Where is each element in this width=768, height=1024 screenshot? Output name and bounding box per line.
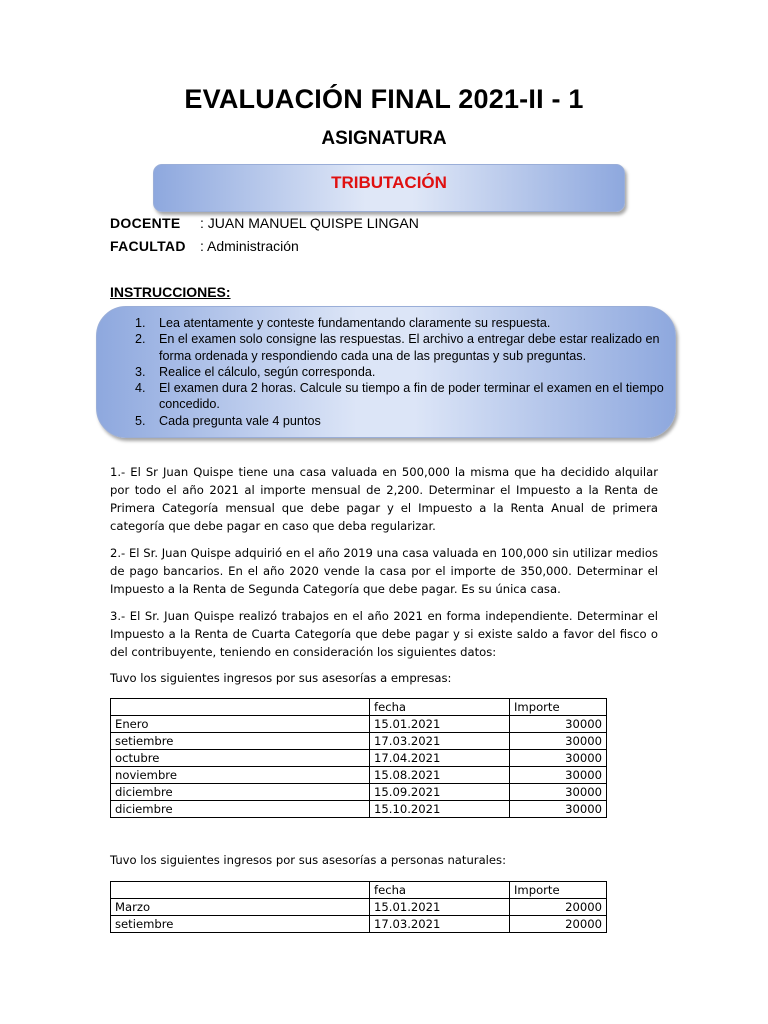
- table-empresas: [110, 698, 607, 818]
- question-3: 3.- El Sr. Juan Quispe realizó trabajos en el año 2021 en forma independiente. Determinar el Impuesto a la Renta de Cuarta Categoría que debe pagar y si existe saldo a favor del fisco o del contribuyente, teniendo en consideración los siguientes datos:: [110, 609, 658, 659]
- instruction-item: [135, 364, 665, 380]
- exam-title: EVALUACIÓN FINAL 2021-II - 1: [184, 84, 584, 114]
- date-cell: 15.08.2021: [370, 767, 510, 784]
- instruction-number: 4.: [135, 381, 146, 396]
- facultad-label: FACULTAD: [110, 238, 186, 254]
- instruction-text: El examen dura 2 horas. Calcule su tiempo a fin de poder terminar el examen en el tiempo concedido.: [159, 381, 664, 412]
- date-cell: 15.01.2021: [370, 716, 510, 733]
- instruction-item: [135, 413, 665, 429]
- amount-cell: 30000: [510, 716, 607, 733]
- amount-cell: 30000: [510, 750, 607, 767]
- header-cell: [111, 699, 370, 716]
- question-2: 2.- El Sr. Juan Quispe adquirió en el año 2019 una casa valuada en 100,000 sin utilizar medios de pago bancarios. En el año 2020 vende la casa por el importe de 350,000. Determinar el Impuesto a la Renta de Segunda Categoría que debe pagar. Es su única casa.: [110, 546, 658, 596]
- amount-cell: 30000: [510, 784, 607, 801]
- table-row: [111, 784, 607, 801]
- instruction-text: Lea atentamente y conteste fundamentando claramente su respuesta.: [159, 316, 551, 330]
- amount-cell: 30000: [510, 767, 607, 784]
- table-row: [111, 733, 607, 750]
- month-cell: setiembre: [111, 733, 370, 750]
- subject-banner: [153, 164, 625, 212]
- table-header-row: [111, 699, 607, 716]
- amount-cell: 20000: [510, 916, 607, 933]
- instruction-text: En el examen solo consigne las respuestas. El archivo a entregar debe estar realizado en forma ordenada y respondiendo cada una de las preguntas y sub preguntas.: [159, 332, 660, 363]
- month-cell: setiembre: [111, 916, 370, 933]
- question-1: 1.- El Sr Juan Quispe tiene una casa valuada en 500,000 la misma que ha decidido alquilar por todo el año 2021 al importe mensual de 2,200. Determinar el Impuesto a la Renta de Primera Categoría mensual que debe pagar y el Impuesto a la Renta Anual de primera categoría que debe pagar en caso que deba regularizar.: [110, 465, 658, 533]
- instruction-number: 2.: [135, 332, 146, 347]
- header-cell: Importe: [510, 882, 607, 899]
- instructions-title: INSTRUCCIONES:: [110, 284, 231, 300]
- header-cell: fecha: [370, 699, 510, 716]
- instruction-number: 3.: [135, 364, 146, 379]
- instruction-text: Cada pregunta vale 4 puntos: [159, 413, 321, 428]
- month-cell: diciembre: [111, 801, 370, 818]
- table-row: [111, 750, 607, 767]
- docente-value: : JUAN MANUEL QUISPE LINGAN: [200, 215, 419, 231]
- header-cell: [111, 882, 370, 899]
- instruction-item: [135, 331, 665, 364]
- table-row: [111, 716, 607, 733]
- month-cell: noviembre: [111, 767, 370, 784]
- facultad-value: : Administración: [200, 238, 299, 254]
- amount-cell: 30000: [510, 801, 607, 818]
- docente-label: DOCENTE: [110, 215, 181, 231]
- instruction-item: [135, 315, 665, 331]
- table-row: [111, 767, 607, 784]
- instructions-box: [96, 306, 676, 438]
- header-cell: Importe: [510, 699, 607, 716]
- date-cell: 15.10.2021: [370, 801, 510, 818]
- docente-row: [110, 215, 419, 231]
- date-cell: 17.04.2021: [370, 750, 510, 767]
- table-header-row: [111, 882, 607, 899]
- instruction-text: Realice el cálculo, según corresponda.: [159, 364, 376, 379]
- table-empresas-caption: Tuvo los siguientes ingresos por sus asesorías a empresas:: [110, 671, 452, 685]
- table-row: [111, 899, 607, 916]
- table-row: [111, 916, 607, 933]
- subject-heading: ASIGNATURA: [321, 128, 447, 149]
- subject-name: TRIBUTACIÓN: [331, 173, 447, 192]
- table-row: [111, 801, 607, 818]
- header-cell: fecha: [370, 882, 510, 899]
- month-cell: Enero: [111, 716, 370, 733]
- table-personas: [110, 881, 607, 933]
- date-cell: 15.01.2021: [370, 899, 510, 916]
- table-personas-caption: Tuvo los siguientes ingresos por sus asesorías a personas naturales:: [110, 853, 506, 867]
- date-cell: 17.03.2021: [370, 916, 510, 933]
- month-cell: diciembre: [111, 784, 370, 801]
- instruction-number: 1.: [135, 316, 146, 330]
- date-cell: 15.09.2021: [370, 784, 510, 801]
- instruction-item: [135, 380, 665, 413]
- amount-cell: 30000: [510, 733, 607, 750]
- month-cell: Marzo: [111, 899, 370, 916]
- facultad-row: [110, 238, 299, 254]
- instructions-list: [135, 315, 665, 429]
- amount-cell: 20000: [510, 899, 607, 916]
- date-cell: 17.03.2021: [370, 733, 510, 750]
- instruction-number: 5.: [135, 413, 146, 428]
- month-cell: octubre: [111, 750, 370, 767]
